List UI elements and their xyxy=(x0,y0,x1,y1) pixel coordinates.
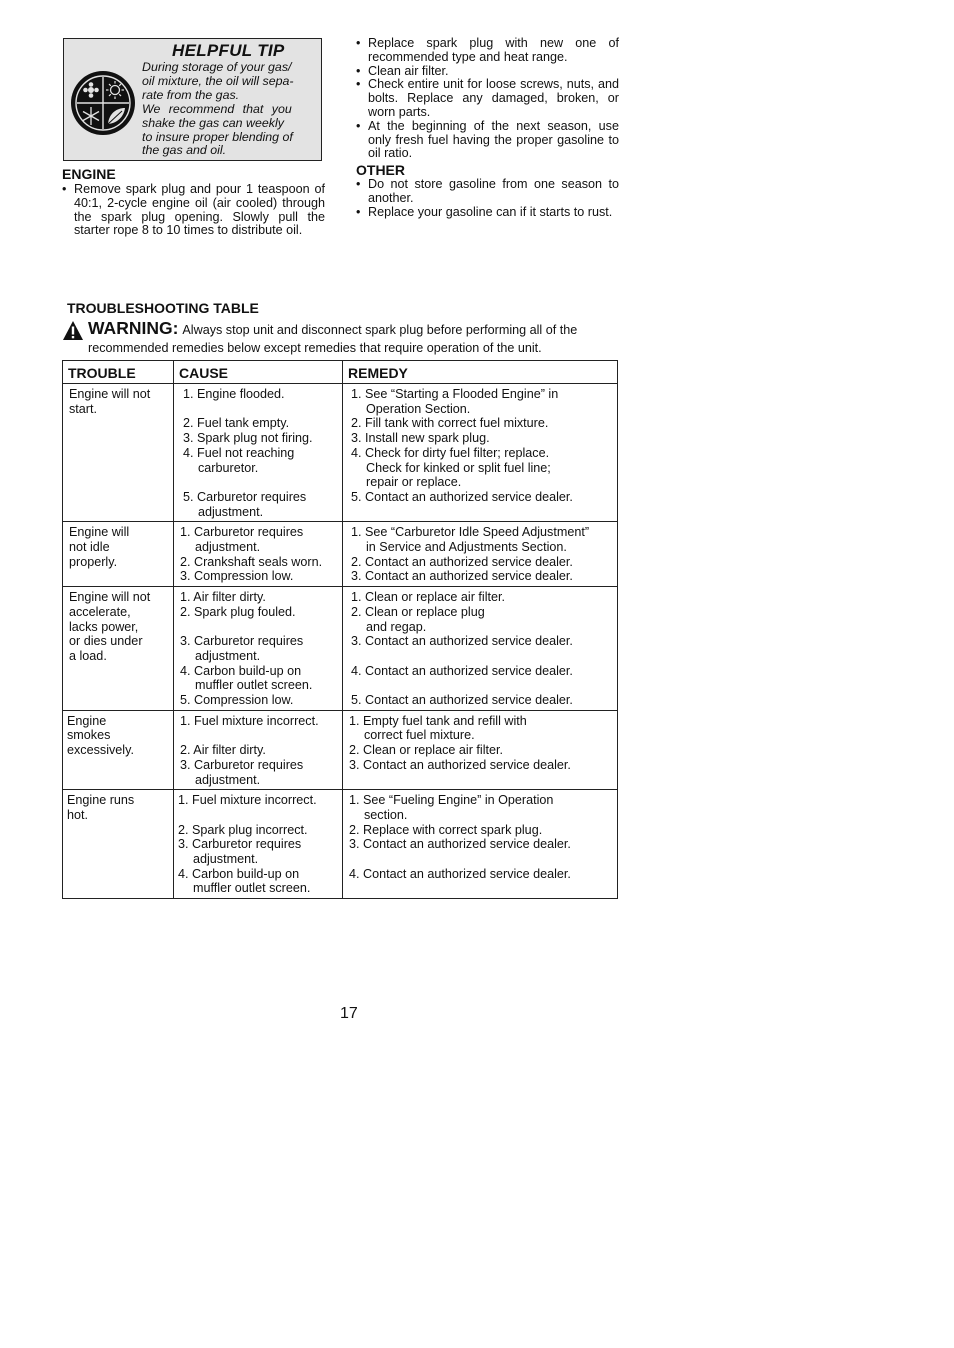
tip-line: to insure proper blending of xyxy=(142,129,293,144)
trouble-line: accelerate, xyxy=(69,604,131,619)
cause-line: 5. Compression low. xyxy=(180,693,294,708)
tip-line: shake the gas can weekly xyxy=(142,115,284,130)
troubleshooting-table xyxy=(62,360,618,899)
remedy-line: section. xyxy=(364,807,408,822)
remedy-line: repair or replace. xyxy=(366,475,462,490)
tip-line: We recommend that you xyxy=(142,101,292,116)
trouble-line: Engine will xyxy=(69,525,130,540)
remedy-line: correct fuel mixture. xyxy=(364,728,475,743)
trouble-line: Engine xyxy=(67,713,107,728)
engine-bullet-list xyxy=(62,183,325,238)
remedy-cell xyxy=(343,710,618,790)
remedy-line: 3. Contact an authorized service dealer. xyxy=(351,569,573,584)
cause-spacer xyxy=(180,728,337,743)
cause-line: 4. Carbon build-up on xyxy=(180,663,302,678)
trouble-line: lacks power, xyxy=(69,619,139,634)
column-header-trouble: TROUBLE xyxy=(63,361,174,384)
remedy-line: 3. Contact an authorized service dealer. xyxy=(351,634,573,649)
trouble-cell xyxy=(63,384,174,522)
trouble-line: or dies under xyxy=(69,634,143,649)
remedy-spacer xyxy=(351,678,612,693)
remedy-line: 2. Fill tank with correct fuel mixture. xyxy=(351,416,549,431)
cause-line: 1. Air filter dirty. xyxy=(180,590,266,605)
cause-line: 1. Carburetor requires xyxy=(180,525,304,540)
remedy-line: 2. Contact an authorized service dealer. xyxy=(351,554,573,569)
engine-heading: ENGINE xyxy=(62,166,116,182)
troubleshooting-heading: TROUBLESHOOTING TABLE xyxy=(67,300,259,316)
remedy-line: 4. Contact an authorized service dealer. xyxy=(351,663,573,678)
helpful-tip-title: HELPFUL TIP xyxy=(172,41,285,60)
trouble-line: properly. xyxy=(69,554,118,569)
tip-line: oil mixture, the oil will sepa- xyxy=(142,73,294,88)
engine-bullet: • Remove spark plug and pour 1 teaspoon of 40:1, 2-cycle engine oil (air cooled) through the spark plug opening. Slowly pull the starter rope 8 to 10 times to distribute oil. xyxy=(62,183,325,238)
cause-cell xyxy=(174,522,343,587)
warning-text: Always stop unit and disconnect spark plug before performing all of the xyxy=(182,323,578,337)
cause-line: 3. Compression low. xyxy=(180,569,294,584)
cause-spacer xyxy=(183,402,337,417)
remedy-line: 1. See “Starting a Flooded Engine” in xyxy=(351,387,559,401)
remedy-cell xyxy=(343,790,618,899)
remedy-line: 1. Clean or replace air filter. xyxy=(351,590,505,605)
tip-line: rate from the gas. xyxy=(142,87,240,102)
warning-triangle-icon xyxy=(62,320,84,341)
cause-line: 5. Carburetor requires xyxy=(183,489,307,504)
cause-line: 3. Spark plug not firing. xyxy=(183,431,313,446)
storage-bullet-list xyxy=(356,37,619,161)
remedy-cell xyxy=(343,587,618,711)
trouble-line: Engine will not xyxy=(69,387,151,401)
trouble-cell xyxy=(63,710,174,790)
other-bullet: • Replace your gasoline can if it starts to rust. xyxy=(356,206,619,220)
trouble-line: start. xyxy=(69,401,97,416)
remedy-line: 2. Clean or replace air filter. xyxy=(349,743,503,758)
trouble-line: Engine runs xyxy=(67,793,135,808)
cause-line: 1. Engine flooded. xyxy=(183,387,285,401)
remedy-line: 5. Contact an authorized service dealer. xyxy=(351,489,573,504)
remedy-line: 1. Empty fuel tank and refill with xyxy=(349,713,527,728)
trouble-line: smokes xyxy=(67,728,111,743)
trouble-cell xyxy=(63,522,174,587)
tip-line: During storage of your gas/ xyxy=(142,60,292,74)
four-seasons-emblem-icon xyxy=(69,69,137,137)
cause-spacer xyxy=(178,808,337,823)
cause-line: muffler outlet screen. xyxy=(195,678,313,693)
remedy-line: 5. Contact an authorized service dealer. xyxy=(351,693,573,707)
cause-cell xyxy=(174,710,343,790)
warning-line-1 xyxy=(88,318,577,339)
remedy-line: 4. Check for dirty fuel filter; replace. xyxy=(351,445,550,460)
cause-line: 3. Carburetor requires xyxy=(180,634,304,649)
remedy-line: Check for kinked or split fuel line; xyxy=(366,460,551,475)
cause-cell xyxy=(174,790,343,899)
cause-line: adjustment. xyxy=(198,504,264,519)
remedy-line: Operation Section. xyxy=(366,401,471,416)
remedy-line: and regap. xyxy=(366,619,427,634)
other-bullet-list xyxy=(356,178,619,219)
column-header-remedy: REMEDY xyxy=(343,361,618,384)
cause-line: 1. Fuel mixture incorrect. xyxy=(178,793,317,808)
remedy-line: 1. See “Carburetor Idle Speed Adjustment” xyxy=(351,525,590,540)
cause-spacer xyxy=(180,620,337,635)
trouble-line: hot. xyxy=(67,807,89,822)
remedy-line: 2. Replace with correct spark plug. xyxy=(349,822,543,837)
cause-line: adjustment. xyxy=(195,772,261,787)
trouble-line: a load. xyxy=(69,648,107,663)
cause-line: 2. Air filter dirty. xyxy=(180,743,266,758)
helpful-tip-text xyxy=(142,61,312,158)
table-row xyxy=(63,384,618,522)
storage-bullet: • Replace spark plug with new one of recommended type and heat range. xyxy=(356,37,619,65)
cause-cell xyxy=(174,587,343,711)
cause-line: carburetor. xyxy=(198,460,259,475)
storage-bullet: • Check entire unit for loose screws, nuts, and bolts. Replace any damaged, broken, or worn parts. xyxy=(356,78,619,119)
cause-line: 4. Fuel not reaching xyxy=(183,445,295,460)
trouble-cell xyxy=(63,587,174,711)
trouble-line: excessively. xyxy=(67,743,134,758)
cause-line: muffler outlet screen. xyxy=(193,881,311,896)
trouble-line: not idle xyxy=(69,540,110,554)
remedy-line: in Service and Adjustments Section. xyxy=(366,540,567,554)
table-row xyxy=(63,522,618,587)
cause-line: adjustment. xyxy=(195,648,261,663)
helpful-tip-box xyxy=(63,38,322,161)
other-bullet: • Do not store gasoline from one season to another. xyxy=(356,178,619,206)
remedy-spacer xyxy=(351,649,612,664)
table-row xyxy=(63,710,618,790)
warning-label: WARNING: xyxy=(88,318,179,338)
other-heading: OTHER xyxy=(356,162,405,178)
cause-line: adjustment. xyxy=(195,540,261,554)
cause-line: 3. Carburetor requires xyxy=(180,757,304,772)
trouble-line: Engine will not xyxy=(69,590,151,605)
remedy-line: 3. Contact an authorized service dealer. xyxy=(349,757,571,772)
table-row xyxy=(63,790,618,899)
remedy-cell xyxy=(343,384,618,522)
tip-line: the gas and oil. xyxy=(142,143,227,158)
remedy-line: 2. Clean or replace plug xyxy=(351,604,485,619)
column-header-cause: CAUSE xyxy=(174,361,343,384)
table-row xyxy=(63,587,618,711)
cause-line: 2. Fuel tank empty. xyxy=(183,416,290,431)
cause-line: 2. Crankshaft seals worn. xyxy=(180,554,323,569)
cause-cell xyxy=(174,384,343,522)
storage-bullet: • At the beginning of the next season, use only fresh fuel having the proper gasoline to oil ratio. xyxy=(356,120,619,161)
storage-bullet: • Clean air filter. xyxy=(356,65,619,79)
remedy-line: 1. See “Fueling Engine” in Operation xyxy=(349,793,554,808)
cause-line: 2. Spark plug incorrect. xyxy=(178,822,308,837)
cause-line: adjustment. xyxy=(193,852,259,867)
trouble-cell xyxy=(63,790,174,899)
remedy-cell xyxy=(343,522,618,587)
page-number: 17 xyxy=(340,1005,358,1022)
cause-line: 2. Spark plug fouled. xyxy=(180,604,296,619)
cause-line: 1. Fuel mixture incorrect. xyxy=(180,713,319,728)
cause-line: 4. Carbon build-up on xyxy=(178,866,300,881)
warning-line-2: recommended remedies below except remedies that require operation of the unit. xyxy=(88,341,542,355)
remedy-line: 3. Install new spark plug. xyxy=(351,431,490,446)
cause-spacer xyxy=(183,475,337,490)
table-header-row xyxy=(63,361,618,384)
remedy-line: 3. Contact an authorized service dealer. xyxy=(349,837,571,852)
cause-line: 3. Carburetor requires xyxy=(178,837,302,852)
remedy-line: 4. Contact an authorized service dealer. xyxy=(349,866,571,881)
remedy-spacer xyxy=(349,852,612,867)
